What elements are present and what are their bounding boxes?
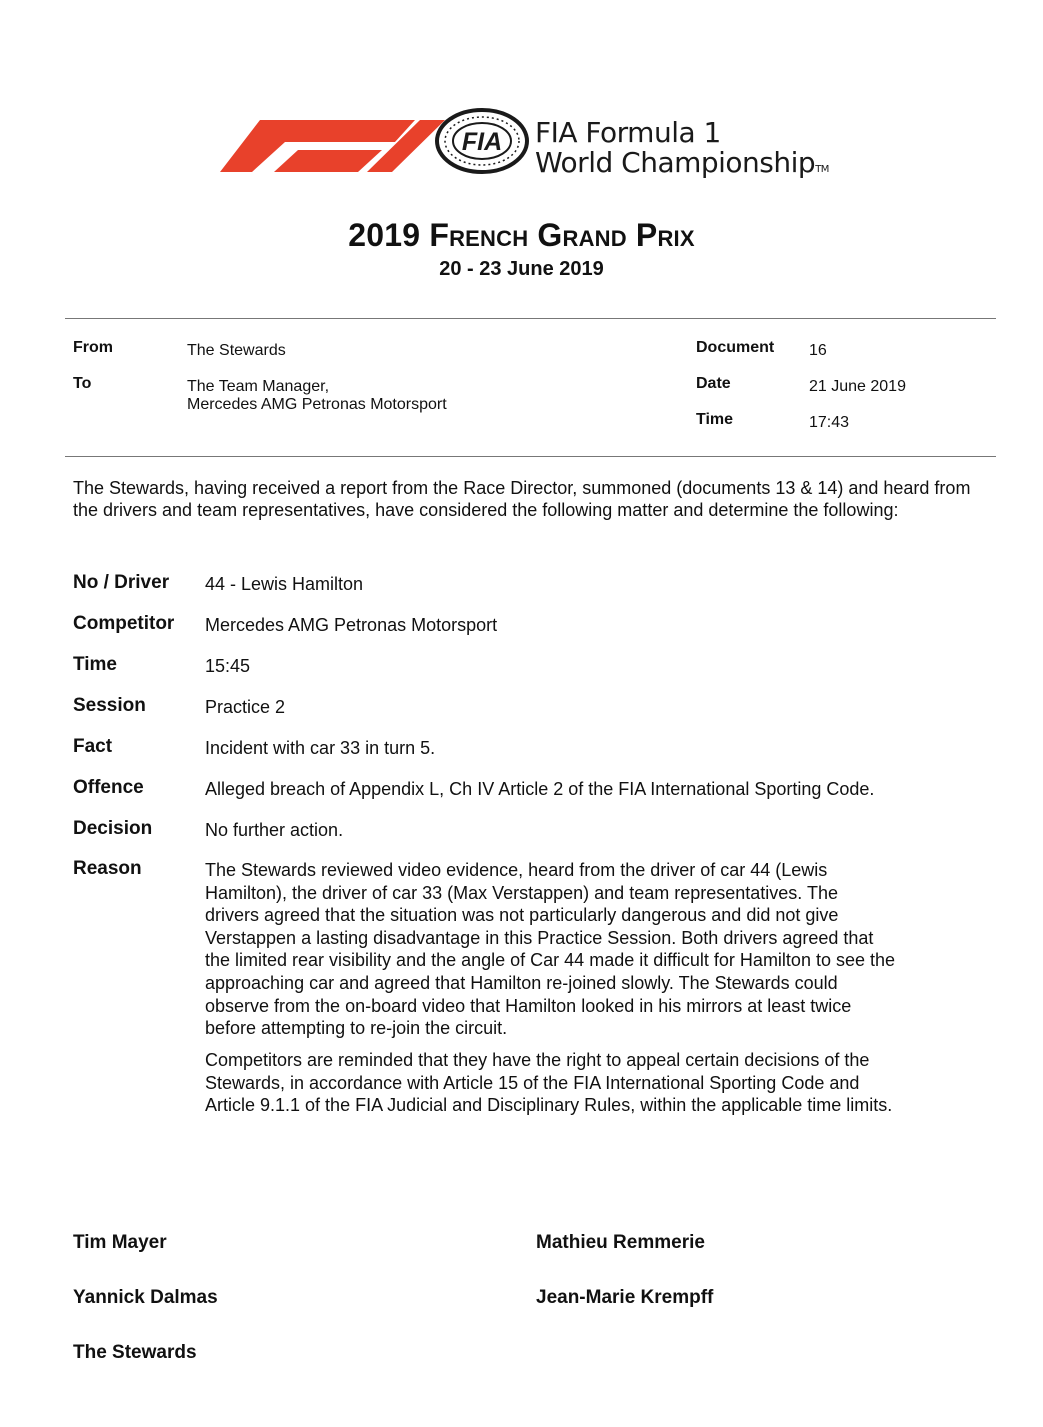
decision-value: No further action. bbox=[205, 820, 344, 840]
incident-time-value: 15:45 bbox=[205, 656, 251, 676]
fact-value: Incident with car 33 in turn 5. bbox=[205, 738, 436, 758]
date-label: Date bbox=[696, 375, 731, 392]
reason-line: the limited rear visibility and the angle of Car 44 made it difficult for Hamilton to see the bbox=[205, 950, 896, 971]
driver-label: No / Driver bbox=[73, 572, 170, 593]
stewards-footer: The Stewards bbox=[73, 1342, 197, 1363]
reason-line: The Stewards reviewed video evidence, heard from the driver of car 44 (Lewis bbox=[205, 860, 828, 880]
document-value: 16 bbox=[809, 342, 827, 359]
time-label: Time bbox=[696, 411, 734, 428]
brand-line-2-text: World Championship bbox=[535, 146, 816, 179]
appeal-line: Stewards, in accordance with Article 15 of the FIA International Sporting Code and bbox=[205, 1072, 860, 1093]
reason-line: approaching car and agreed that Hamilton re-joined slowly. The Stewards could bbox=[205, 972, 838, 993]
appeal-line: Article 9.1.1 of the FIA Judicial and Disciplinary Rules, within the applicable time limits. bbox=[205, 1095, 893, 1116]
header-bottom-rule bbox=[65, 456, 996, 457]
reason-line: Hamilton), the driver of car 33 (Max Verstappen) and team representatives. The bbox=[205, 882, 838, 903]
driver-value: 44 - Lewis Hamilton bbox=[205, 574, 364, 594]
from-value: The Stewards bbox=[187, 342, 286, 359]
appeal-paragraph bbox=[205, 1049, 995, 1117]
brand-line-1: FIA Formula 1 bbox=[535, 116, 721, 149]
to-value-line-2: Mercedes AMG Petronas Motorsport bbox=[187, 396, 447, 413]
fact-label: Fact bbox=[73, 736, 113, 757]
session-value: Practice 2 bbox=[205, 697, 286, 717]
date-value: 21 June 2019 bbox=[809, 378, 906, 395]
reason-line: Verstappen a lasting disadvantage in this Practice Session. Both drivers agreed that bbox=[205, 927, 874, 948]
to-label: To bbox=[73, 375, 92, 392]
reason-line: drivers agreed that the situation was not particularly dangerous and did not give bbox=[205, 905, 839, 926]
appeal-line: Competitors are reminded that they have the right to appeal certain decisions of the bbox=[205, 1050, 870, 1070]
offence-label: Offence bbox=[73, 777, 144, 798]
reason-line: observe from the on-board video that Hamilton looked in his mirrors at least twice bbox=[205, 995, 852, 1016]
session-label: Session bbox=[73, 695, 146, 716]
decision-label: Decision bbox=[73, 818, 153, 839]
offence-value: Alleged breach of Appendix L, Ch IV Article 2 of the FIA International Sporting Code. bbox=[205, 779, 875, 799]
steward-name-2: Mathieu Remmerie bbox=[536, 1232, 705, 1253]
steward-name-1: Tim Mayer bbox=[73, 1232, 167, 1253]
trademark-mark: TM bbox=[815, 164, 829, 175]
time-value: 17:43 bbox=[809, 414, 850, 431]
header-top-rule bbox=[65, 318, 996, 319]
steward-name-3: Yannick Dalmas bbox=[73, 1287, 218, 1308]
incident-time-label: Time bbox=[73, 654, 118, 675]
reason-paragraph bbox=[205, 859, 995, 1040]
svg-text:FIA: FIA bbox=[461, 128, 503, 156]
event-dates: 20 - 23 June 2019 bbox=[439, 258, 604, 280]
brand-line-2 bbox=[535, 146, 829, 179]
steward-name-4: Jean-Marie Krempff bbox=[536, 1287, 714, 1308]
fia-emblem-icon bbox=[435, 108, 529, 174]
intro-paragraph: The Stewards, having received a report from the Race Director, summoned (documents 13 & 14) and heard from the drivers and team representatives, have considered the following matter and determine the following: bbox=[73, 478, 971, 520]
document-label: Document bbox=[696, 339, 775, 356]
event-title: 2019 French Grand Prix bbox=[348, 217, 695, 253]
competitor-value: Mercedes AMG Petronas Motorsport bbox=[205, 615, 498, 635]
to-value-line-1: The Team Manager, bbox=[187, 378, 330, 395]
reason-label: Reason bbox=[73, 858, 142, 879]
reason-line: before attempting to re-join the circuit. bbox=[205, 1018, 508, 1039]
competitor-label: Competitor bbox=[73, 613, 175, 634]
from-label: From bbox=[73, 339, 113, 356]
